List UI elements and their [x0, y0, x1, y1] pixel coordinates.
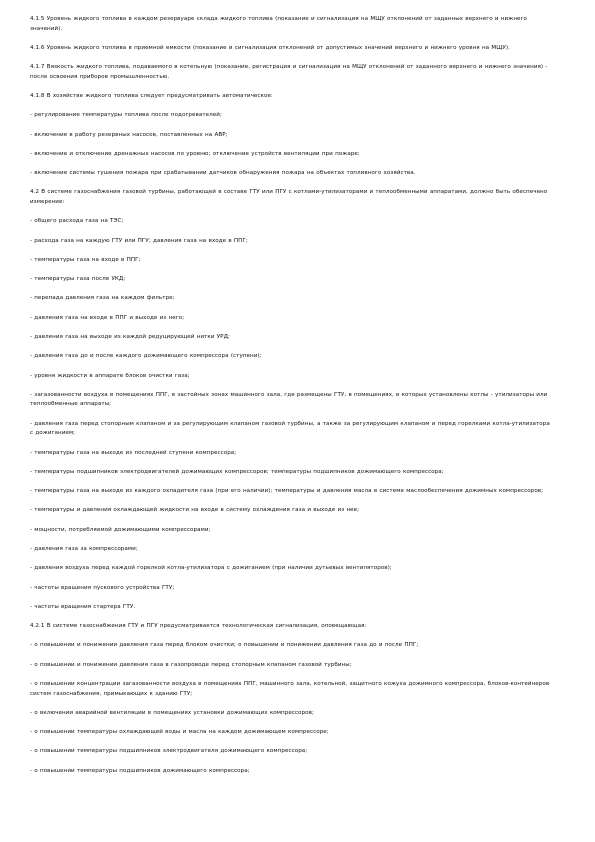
paragraph-7: - включение и отключение дренажных насосов по уровню; отключение устройств вентиляции при пожаре; — [30, 150, 360, 157]
paragraph-29: - частоты вращения стартера ГТУ. — [30, 603, 136, 610]
paragraph-24: - температуры и давления охлаждающей жидкости на входе в систему охлаждения газа и выходе из нее; — [30, 507, 360, 514]
paragraph-33: - о повышении концентрации загазованности воздуха в помещениях ППГ, машинного зала, котельной, защитного кожуха дожимного компрессора, блоков-контейнеров систем газоснабжения, примыкающих к зданию ГТУ; — [30, 680, 550, 697]
paragraph-27: - давления воздуха перед каждой горелкой котла-утилизатора с дожиганием (при наличии дутьевых вентиляторов); — [30, 565, 392, 572]
paragraph-11: - расхода газа на каждую ГТУ или ПГУ; давления газа на входе в ППГ; — [30, 237, 248, 244]
paragraph-4: 4.1.8 В хозяйстве жидкого топлива следует предусматривать автоматическое: — [30, 93, 273, 100]
paragraph-31: - о повышении и понижении давления газа перед блоком очистки; о повышении и понижении давления газа до и после ППГ; — [30, 642, 419, 649]
paragraph-32: - о повышении и понижении давления газа в газопроводе перед стопорным клапаном газовой турбины; — [30, 661, 352, 668]
paragraph-5: - регулирование температуры топлива после подогревателей; — [30, 112, 222, 119]
paragraph-21: - температуры газа на выходе из последней ступени компрессора; — [30, 449, 237, 456]
paragraph-3: 4.1.7 Вязкость жидкого топлива, подаваемого в котельную (показание, регистрация и сигнализация на МЩУ отклонений от заданного верхнего и нижнего значения) - после освоения приборов промышленностью. — [30, 64, 548, 80]
paragraph-12: - температуры газа на входе в ППГ; — [30, 256, 141, 263]
paragraph-37: - о повышении температуры подшипников дожимающего компрессора; — [30, 767, 250, 774]
paragraph-8: - включение системы тушения пожара при срабатывании датчиков обнаружения пожара на объектах топливного хозяйства. — [30, 170, 416, 177]
paragraph-34: - о включении аварийной вентиляции в помещениях установки дожимающих компрессоров; — [30, 709, 314, 716]
paragraph-2: 4.1.6 Уровень жидкого топлива в приемной емкости (показание и сигнализация отклонений от допустимых значений верхнего и нижнего уровня на МЩУ). — [30, 44, 510, 51]
paragraph-15: - давления газа на входе в ППГ и выходе из него; — [30, 314, 185, 321]
paragraph-35: - о повышении температуры охлаждающей воды и масла на каждом дожимающем компрессоре; — [30, 729, 329, 736]
paragraph-26: - давления газа за компрессорами; — [30, 546, 138, 552]
paragraph-20: - давления газа перед стопорным клапаном и за регулирующим клапаном газовой турбины, а также за регулирующим клапаном и перед горелками котла-утилизатора с дожиганием; — [30, 420, 550, 437]
paragraph-36: - о повышении температуры подшипников электродвигателя дожимающего компрессора; — [30, 748, 308, 755]
paragraph-1: 4.1.5 Уровень жидкого топлива в каждом резервуаре склада жидкого топлива (показание и сигнализация на МЩУ отклонений от заданных верхнего и нижнего значений). — [30, 16, 527, 32]
paragraph-19: - загазованности воздуха в помещениях ППГ, в застойных зонах машинного зала, где размещены ГТУ, в помещениях, в которых установлены котлы - утилизаторы или теплообменные аппараты; — [30, 391, 548, 408]
paragraph-10: - общего расхода газа на ТЭС; — [30, 218, 124, 225]
paragraph-16: - давления газа на выходе из каждой редуцирующей нитки УРД; — [30, 334, 230, 340]
paragraph-6: - включение в работу резервных насосов, поставленных на АВР; — [30, 131, 228, 138]
paragraph-22: - температуры подшипников электродвигателей дожимающих компрессоров; температуры подшипников дожимающего компрессора; — [30, 468, 444, 475]
paragraph-9: 4.2 В системе газоснабжения газовой турбины, работающей в составе ГТУ или ПГУ с котлами-утилизаторами и теплообменными аппаратами, должно быть обеспечено измерение: — [30, 189, 548, 206]
paragraph-17: - давления газа до и после каждого дожимающего компрессора (ступени); — [30, 353, 262, 360]
paragraph-25: - мощности, потребляемой дожимающими компрессорами; — [30, 526, 211, 533]
paragraph-18: - уровня жидкости в аппарате блоков очистки газа; — [30, 372, 190, 379]
paragraph-30: 4.2.1 В системе газоснабжения ГТУ и ПГУ предусматривается технологическая сигнализация, оповещающая: — [30, 623, 367, 630]
paragraph-13: - температуры газа после УКД; — [30, 276, 126, 283]
paragraph-28: - частоты вращения пускового устройства ГТУ; — [30, 584, 175, 591]
paragraph-23: - температуры газа на выходе из каждого охладителя газа (при его наличии); температуры и давления масла в системе маслообеспечения дожимных компрессоров; — [30, 488, 544, 495]
paragraph-14: - перепада давления газа на каждом фильтре; — [30, 295, 175, 302]
